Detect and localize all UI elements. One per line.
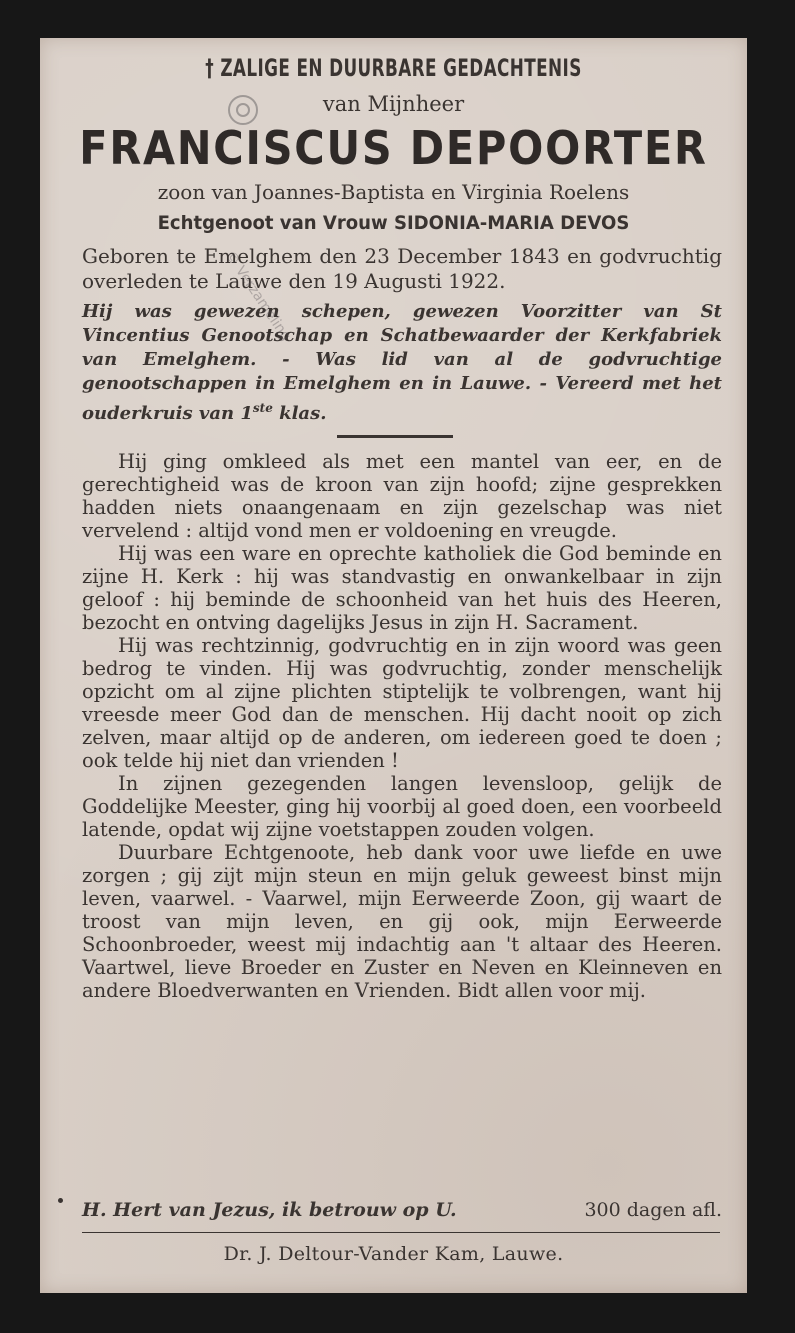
card-title: † ZALIGE EN DUURBARE GEDACHTENIS: [205, 54, 582, 82]
functions-main: Hij was gewezen schepen, gewezen Voorzitter van St Vincentius Genootschap en Schatbewaarder der Kerkfabriek van Emelghem. - Was lid van al de godvruchtige genootschappen in Emelghem en in Lauwe. - Vereerd met het ouderkruis van 1: [82, 301, 722, 424]
functions-end: klas.: [272, 403, 327, 424]
divider-short: [337, 435, 453, 438]
memorial-body: [82, 450, 722, 1002]
functions-superscript: ste: [252, 401, 273, 415]
honorific: van Mijnheer: [322, 92, 465, 116]
printer-credit: Dr. J. Deltour-Vander Kam, Lauwe.: [223, 1243, 564, 1265]
paragraph: Hij ging omkleed als met een mantel van eer, en de gerechtigheid was de kroon van zijn hoofd; zijne gesprekken hadden niets onaangenaam en zijn gezelschap was niet vervelend : altijd vond men er voldoening en vreugde.: [82, 450, 722, 542]
deceased-name: FRANCISCUS DEPOORTER: [79, 121, 708, 175]
indulgence-text: 300 dagen afl.: [584, 1199, 722, 1221]
parents-line: zoon van Joannes-Baptista en Virginia Roelens: [157, 180, 630, 204]
speck: [58, 1198, 63, 1203]
paragraph: Duurbare Echtgenoote, heb dank voor uwe liefde en uwe zorgen ; gij zijt mijn steun en mijn geluk geweest binst mijn leven, vaarwel. - Vaarwel, mijn Eerweerde Zoon, gij waart de troost van mijn leven, en gij ook, mijn Eerweerde Schoonbroeder, weest mij indachtig aan 't altaar des Heeren. Vaartwel, lieve Broeder en Zuster en Neven en Kleinneven en andere Bloedverwanten en Vrienden. Bidt allen voor mij.: [82, 841, 722, 1002]
prayer-text: H. Hert van Jezus, ik betrouw op U.: [82, 1199, 457, 1221]
birth-death-text: Geboren te Emelghem den 23 December 1843 en godvruchtig overleden te Lauwe den 19 Augusti 1922.: [82, 244, 722, 293]
divider-long: [82, 1232, 720, 1233]
functions-text: [82, 300, 722, 426]
watermark-text: © Verzameling: [221, 248, 294, 345]
paragraph: Hij was een ware en oprechte katholiek die God beminde en zijne H. Kerk : hij was standvastig en onwankelbaar in zijn geloof : hij beminde de schoonheid van het huis des Heeren, bezocht en ontving dagelijks Jesus in zijn H. Sacrament.: [82, 542, 722, 634]
paragraph: In zijnen gezegenden langen levensloop, gelijk de Goddelijke Meester, ging hij voorbij al goed doen, een voorbeeld latende, opdat wij zijne voetstappen zouden volgen.: [82, 772, 722, 841]
memorial-card: [40, 38, 747, 1293]
spouse-line: Echtgenoot van Vrouw SIDONIA-MARIA DEVOS: [157, 212, 630, 234]
paragraph: Hij was rechtzinnig, godvruchtig en in zijn woord was geen bedrog te vinden. Hij was godvruchtig, zonder menschelijk opzicht om al zijne plichten stiptelijk te volbrengen, want hij vreesde meer God dan de menschen. Hij dacht nooit op zich zelven, maar altijd op de anderen, om iedereen goed te doen ; ook telde hij niet dan vrienden !: [82, 634, 722, 772]
